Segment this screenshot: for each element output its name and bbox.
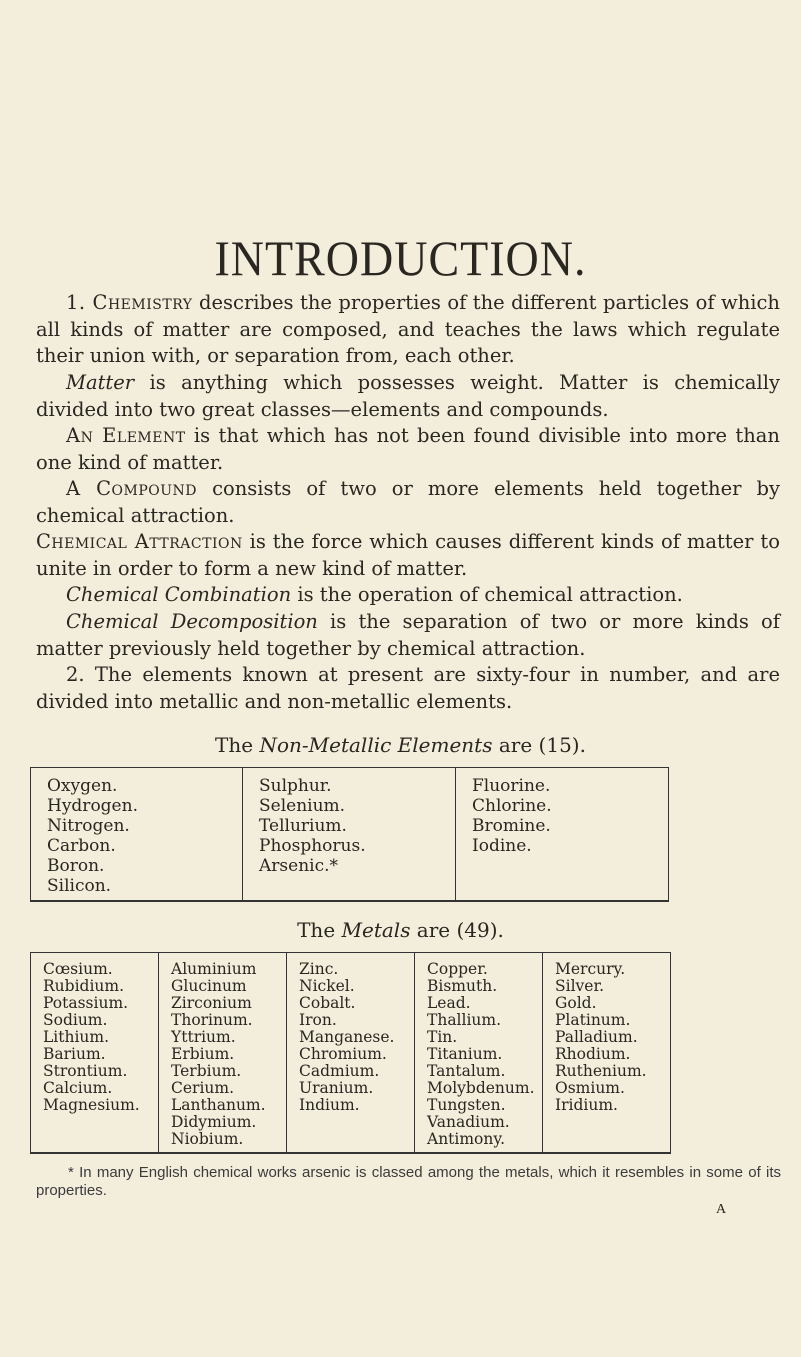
metal-item: Nickel. [299,977,355,995]
term-decomposition: Chemical Decomposition [66,610,318,633]
paragraph-chemistry [36,290,780,370]
metals-column-3 [287,953,415,1152]
definition-matter: is anything which possesses weight. Matter is chemically divided into two great classes—elements and compounds. [36,371,780,421]
nonmetal-item: Silicon. [47,876,112,896]
nonmetal-item: Tellurium. [259,816,347,836]
definition-compound: consists of two or more elements held together by chemical attraction. [36,477,780,527]
term-combination: Chemical Combination [66,583,292,606]
term-attraction: Chemical Attraction [36,530,243,553]
metal-item: Copper. [427,960,488,978]
footnote: * In many English chemical works arsenic is classed among the metals, which it resembles in some of its properties. [36,1164,781,1199]
metal-item: Platinum. [555,1011,631,1029]
nonmetal-item: Phosphorus. [259,836,366,856]
metal-item: Aluminium [171,960,257,978]
metal-item: Niobium. [171,1130,244,1148]
metal-item: Yttrium. [171,1028,236,1046]
definition-combination: is the operation of chemical attraction. [291,583,683,606]
metal-item: Didymium. [171,1113,257,1131]
metal-item: Tungsten. [427,1096,506,1114]
metal-item: Potassium. [43,994,129,1012]
metal-item: Ruthenium. [555,1062,647,1080]
metal-item: Tantalum. [427,1062,506,1080]
metal-item: Cobalt. [299,994,356,1012]
metal-item: Lead. [427,994,471,1012]
metal-item: Lanthanum. [171,1096,266,1114]
nonmetal-item: Hydrogen. [47,796,138,816]
metal-item: Indium. [299,1096,360,1114]
metal-item: Antimony. [427,1130,505,1148]
metal-item: Terbium. [171,1062,242,1080]
metal-item: Tin. [427,1028,458,1046]
nonmetals-table [30,767,669,902]
metal-item: Thallium. [427,1011,502,1029]
paragraph-compound [36,476,780,529]
metal-item: Palladium. [555,1028,638,1046]
metal-item: Vanadium. [427,1113,510,1131]
nonmetal-item: Iodine. [472,836,532,856]
metal-item: Bismuth. [427,977,498,995]
paragraph-decomposition [36,609,780,662]
nonmetal-item: Oxygen. [47,776,118,796]
metals-column-1 [31,953,159,1152]
paragraph-matter [36,370,780,423]
metal-item: Rhodium. [555,1045,631,1063]
definition-chemistry: describes the properties of the different particles of which all kinds of matter are composed, and teaches the laws which regulate their union with, or separation from, each other. [36,291,780,367]
metal-item: Mercury. [555,960,626,978]
metal-item: Zirconium [171,994,252,1012]
metal-item: Sodium. [43,1011,108,1029]
term-compound: A Compound [66,477,198,500]
metal-item: Uranium. [299,1079,374,1097]
metal-item: Manganese. [299,1028,395,1046]
page-title: INTRODUCTION. [214,230,587,287]
term-element: An Element [66,424,186,447]
nonmetal-item: Sulphur. [259,776,332,796]
metal-item: Zinc. [299,960,339,978]
metal-item: Strontium. [43,1062,128,1080]
metal-item: Osmium. [555,1079,625,1097]
metal-item: Erbium. [171,1045,235,1063]
nonmetal-item: Boron. [47,856,105,876]
nonmetals-column-2 [243,768,456,900]
metal-item: Iridium. [555,1096,618,1114]
metals-column-2 [159,953,287,1152]
nonmetal-item: Selenium. [259,796,346,816]
metal-item: Cerium. [171,1079,235,1097]
metal-item: Rubidium. [43,977,125,995]
definition-element: is that which has not been found divisible into more than one kind of matter. [36,424,780,474]
nonmetal-item: Chlorine. [472,796,552,816]
nonmetal-item: Arsenic.* [259,856,338,876]
metal-item: Titanium. [427,1045,503,1063]
paragraph-attraction [36,529,780,582]
metal-item: Cœsium. [43,960,113,978]
nonmetal-item: Bromine. [472,816,551,836]
paragraph-element [36,423,780,476]
metals-column-5 [543,953,671,1152]
nonmetals-caption: The Non-Metallic Elements are (15). [215,733,586,757]
metal-item: Cadmium. [299,1062,380,1080]
nonmetal-item: Carbon. [47,836,116,856]
metal-item: Gold. [555,994,597,1012]
metals-column-4 [415,953,543,1152]
metal-item: Magnesium. [43,1096,140,1114]
metal-item: Calcium. [43,1079,113,1097]
metal-item: Glucinum [171,977,247,995]
nonmetal-item: Fluorine. [472,776,551,796]
metal-item: Molybdenum. [427,1079,535,1097]
nonmetal-item: Nitrogen. [47,816,130,836]
nonmetals-column-1 [31,768,243,900]
paragraph-combination [36,582,780,609]
metals-table [30,952,671,1154]
definition-attraction: is the force which causes different kinds of matter to unite in order to form a new kind of matter. [36,530,780,580]
metals-caption: The Metals are (49). [297,918,504,942]
signature-mark: A [716,1202,727,1217]
metal-item: Lithium. [43,1028,110,1046]
paragraph-elements-count: 2. The elements known at present are sixty-four in number, and are divided into metallic and non-metallic elements. [36,663,780,713]
term-matter: Matter [66,371,135,394]
metal-item: Barium. [43,1045,106,1063]
metal-item: Chromium. [299,1045,387,1063]
definition-decomposition: is the separation of two or more kinds of matter previously held together by chemical attraction. [36,610,780,660]
term-chemistry: 1. Chemistry [66,291,193,314]
metal-item: Silver. [555,977,605,995]
nonmetals-column-3 [456,768,669,900]
metal-item: Thorinum. [171,1011,253,1029]
metal-item: Iron. [299,1011,337,1029]
